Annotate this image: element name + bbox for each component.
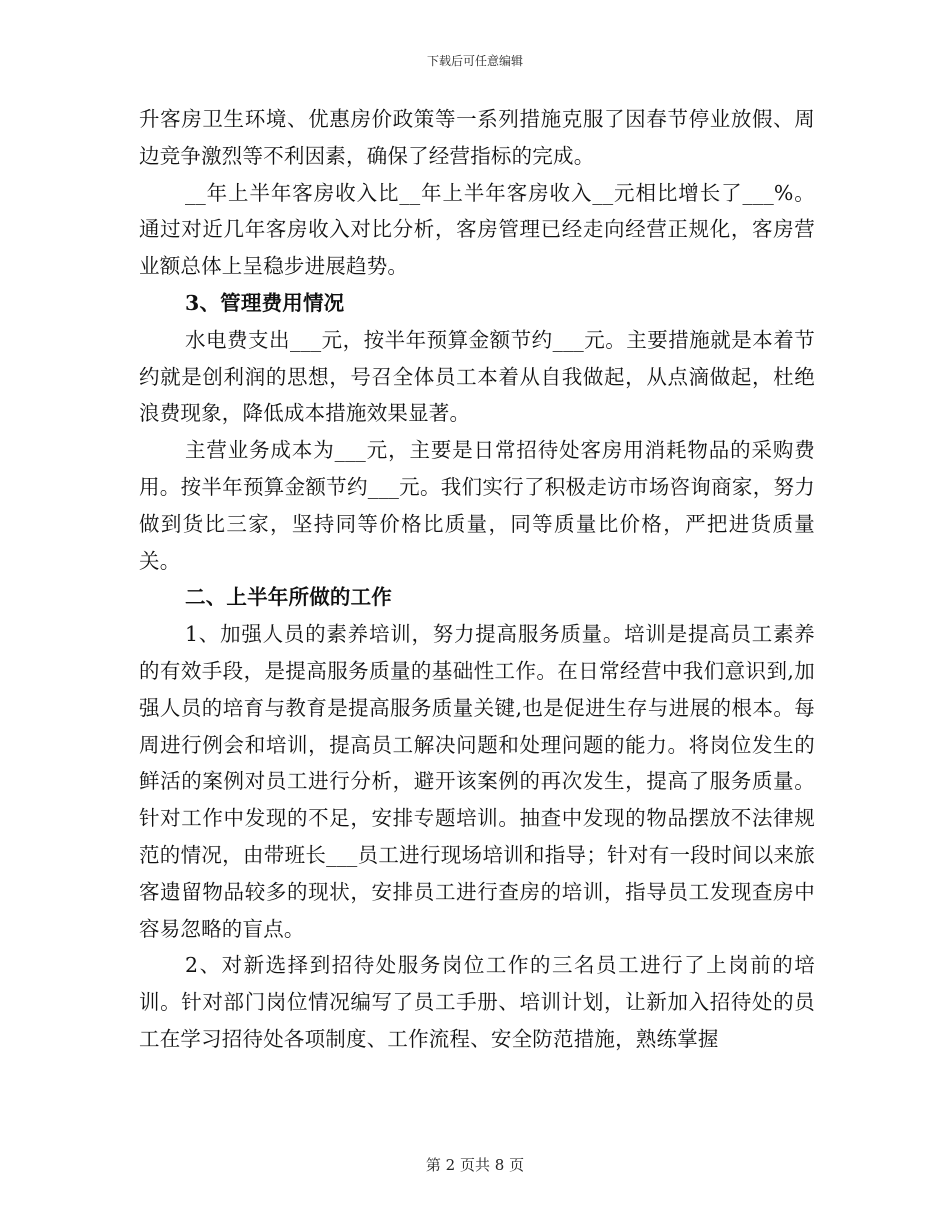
paragraph-main-business-costs: 主营业务成本为___元，主要是日常招待处客房用消耗物品的采购费用。按半年预算金额节约___元。我们实行了积极走访市场咨询商家，努力做到货比三家，坚持同等价格比质量，同等质量比价格，严把进货质量关。 — [139, 438, 815, 573]
section-heading-management-costs: 3、管理费用情况 — [185, 290, 345, 315]
paragraph-room-revenue: __年上半年客房收入比__年上半年客房收入__元相比增长了___%。通过对近几年客房收入对比分析，客房管理已经走向经营正规化，客房营业额总体上呈稳步进展趋势。 — [139, 180, 815, 279]
paragraph-continuation: 升客房卫生环境、优惠房价政策等一系列措施克服了因春节停业放假、周边竞争激烈等不利因素，确保了经营指标的完成。 — [139, 107, 815, 168]
document-body — [139, 101, 815, 1058]
paragraph-staff-training: 1、加强人员的素养培训，努力提高服务质量。培训是提高员工素养的有效手段，是提高服务质量的基础性工作。在日常经营中我们意识到,加强人员的培育与教育是提高服务质量关键,也是促进生存与进展的根本。每周进行例会和培训，提高员工解决问题和处理问题的能力。将岗位发生的鲜活的案例对员工进行分析，避开该案例的再次发生，提高了服务质量。针对工作中发现的不足，安排专题培训。抽查中发现的物品摆放不法律规范的情况，由带班长___员工进行现场培训和指导；针对有一段时间以来旅客遗留物品较多的现状，安排员工进行查房的培训，指导员工发现查房中容易忽略的盲点。 — [139, 622, 815, 941]
paragraph-utility-costs: 水电费支出___元，按半年预算金额节约___元。主要措施就是本着节约就是创利润的思想，号召全体员工本着从自我做起，从点滴做起，杜绝浪费现象，降低成本措施效果显著。 — [139, 327, 815, 426]
page-footer: 第 2 页共 8 页 — [425, 1156, 525, 1174]
page-header: 下载后可任意编辑 — [426, 54, 523, 68]
paragraph-new-staff-training: 2、对新选择到招待处服务岗位工作的三名员工进行了上岗前的培训。针对部门岗位情况编写了员工手册、培训计划，让新加入招待处的员工在学习招待处各项制度、工作流程、安全防范措施，熟练掌握 — [139, 953, 815, 1051]
section-heading-first-half-work: 二、上半年所做的工作 — [185, 585, 392, 610]
